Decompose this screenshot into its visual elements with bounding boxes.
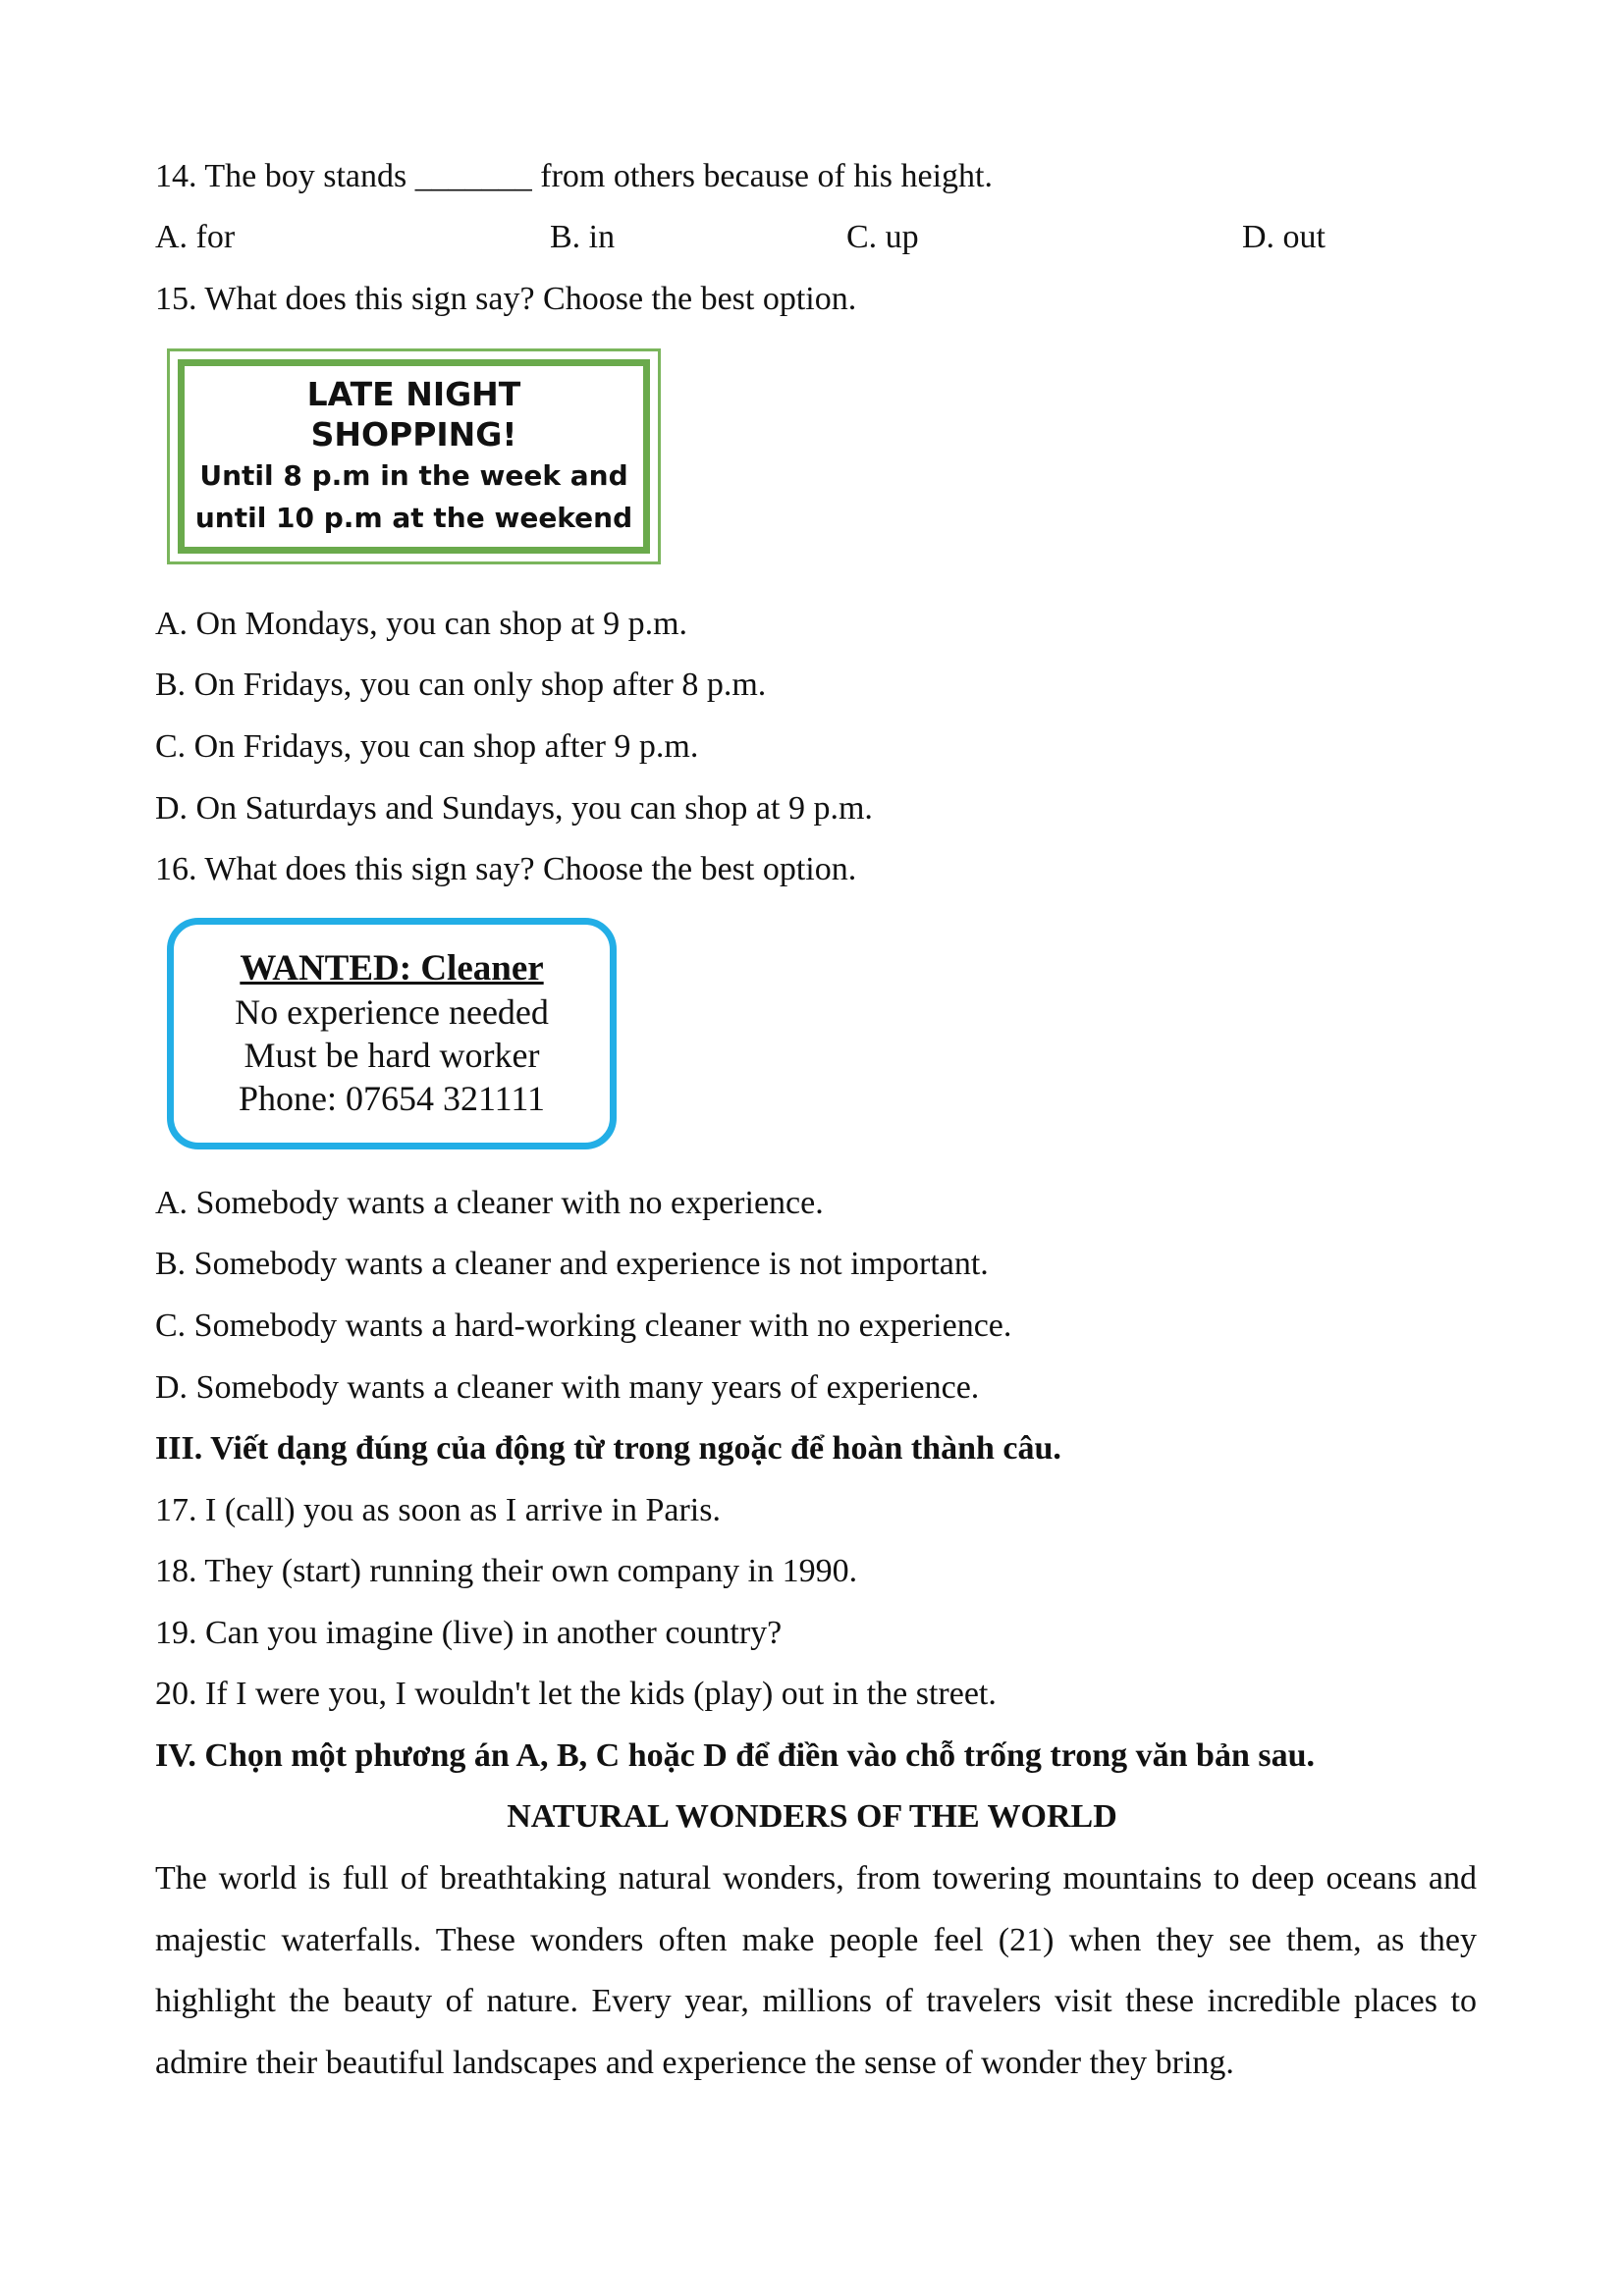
sign-frame (178, 359, 650, 554)
q15-option-d: D. On Saturdays and Sundays, you can shop at 9 p.m. (155, 790, 873, 827)
question-19: 19. Can you imagine (live) in another country? (155, 1615, 783, 1651)
q15-option-a: A. On Mondays, you can shop at 9 p.m. (155, 606, 688, 642)
section-3-heading: III. Viết dạng đúng của động từ trong ngoặc để hoàn thành câu. (155, 1430, 1061, 1467)
q14-option-c: C. up (846, 219, 919, 255)
sign-line-2: Must be hard worker (244, 1036, 540, 1075)
q16-option-a: A. Somebody wants a cleaner with no experience. (155, 1185, 824, 1221)
q14-option-a: A. for (155, 219, 236, 255)
question-15-stem: 15. What does this sign say? Choose the best option. (155, 281, 857, 317)
question-18: 18. They (start) running their own company in 1990. (155, 1553, 858, 1589)
question-14-stem: 14. The boy stands _______ from others because of his height. (155, 158, 994, 194)
passage-text: The world is full of breathtaking natural wonders, from towering mountains to deep oceans and majestic waterfalls. These wonders often make people feel (21) when they see them, as they highlight the beauty of nature. Every year, millions of travelers visit these incredible places to admire their beautiful landscapes and experience the sense of wonder they bring. (155, 1860, 1477, 2081)
question-16-stem: 16. What does this sign say? Choose the best option. (155, 851, 857, 887)
question-17: 17. I (call) you as soon as I arrive in Paris. (155, 1492, 721, 1528)
q14-option-b: B. in (550, 219, 616, 255)
sign-title-line-2: SHOPPING! (310, 415, 517, 454)
question-20: 20. If I were you, I wouldn't let the kids (play) out in the street. (155, 1676, 997, 1712)
section-4-heading: IV. Chọn một phương án A, B, C hoặc D để điền vào chỗ trống trong văn bản sau. (155, 1737, 1316, 1774)
sign-title: WANTED: Cleaner (240, 948, 544, 988)
sign-line-3: Phone: 07654 321111 (239, 1079, 545, 1118)
passage-title: NATURAL WONDERS OF THE WORLD (507, 1798, 1117, 1835)
q15-option-b: B. On Fridays, you can only shop after 8 p.m. (155, 667, 767, 703)
q16-option-c: C. Somebody wants a hard-working cleaner with no experience. (155, 1308, 1012, 1344)
late-night-shopping-sign (167, 348, 661, 564)
q14-option-d: D. out (1242, 219, 1326, 255)
sign-body-line-1: Until 8 p.m in the week and (199, 459, 628, 492)
wanted-cleaner-sign (167, 918, 617, 1149)
q16-option-b: B. Somebody wants a cleaner and experience is not important. (155, 1246, 989, 1282)
sign-title-line-1: LATE NIGHT (306, 375, 521, 413)
sign-body-line-2: until 10 p.m at the weekend (194, 502, 633, 534)
q15-option-c: C. On Fridays, you can shop after 9 p.m. (155, 728, 699, 765)
sign-line-1: No experience needed (235, 992, 549, 1032)
q16-option-d: D. Somebody wants a cleaner with many years of experience. (155, 1369, 980, 1406)
